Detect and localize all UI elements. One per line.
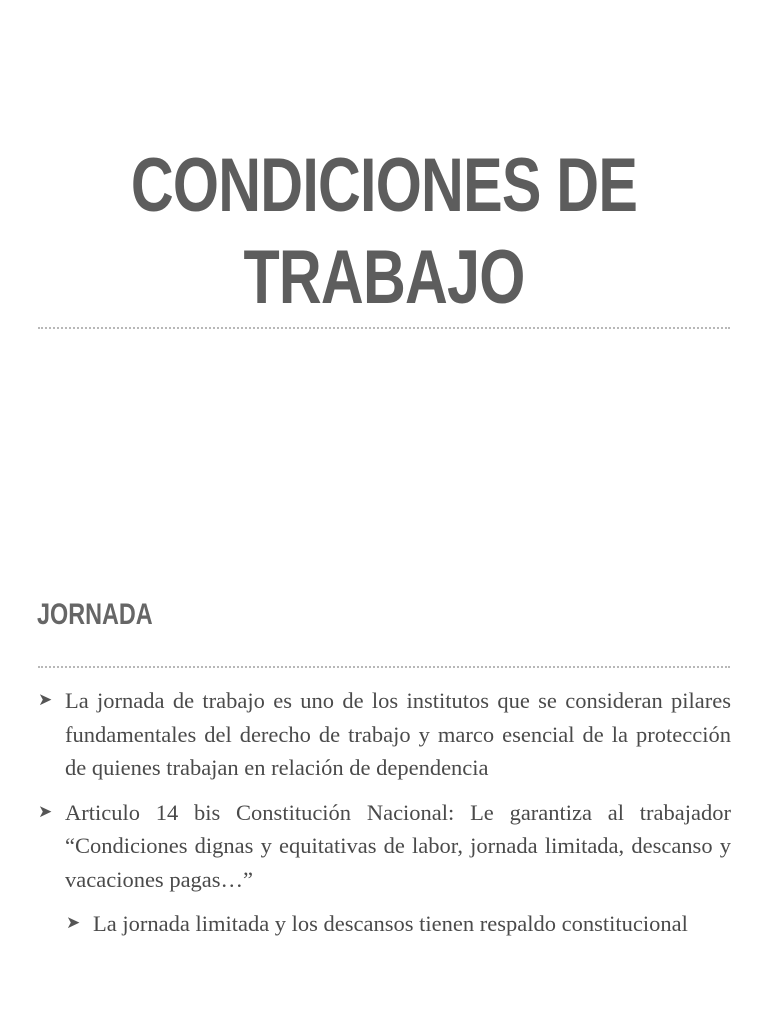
arrowhead-icon: ➤ [38,690,53,710]
arrowhead-icon: ➤ [38,801,53,822]
title-divider [38,327,730,329]
arrowhead-icon: ➤ [66,913,81,933]
section-divider [38,666,730,668]
page-title-line-1: CONDICIONES DE [130,143,638,228]
sub-bullet-text: La jornada limitada y los descansos tienen respaldo constitucional [93,911,688,936]
sub-bullet-item [38,907,731,941]
section-heading: JORNADA [37,598,153,631]
bullet-item [38,796,731,897]
bullet-text: La jornada de trabajo es uno de los institutos que se consideran pilares fundamentales del derecho de trabajo y marco esencial de la protección de quienes trabajan en relación de dependencia [65,688,731,780]
bullet-text: Articulo 14 bis Constitución Nacional: Le garantiza al trabajador “Condiciones dignas y equitativas de labor, jornada limitada, descanso y vacaciones pagas…” [65,799,731,892]
bullet-list [38,684,731,941]
page-title-line-2: TRABAJO [243,235,525,320]
page-title [116,140,653,324]
bullet-item [38,684,731,785]
